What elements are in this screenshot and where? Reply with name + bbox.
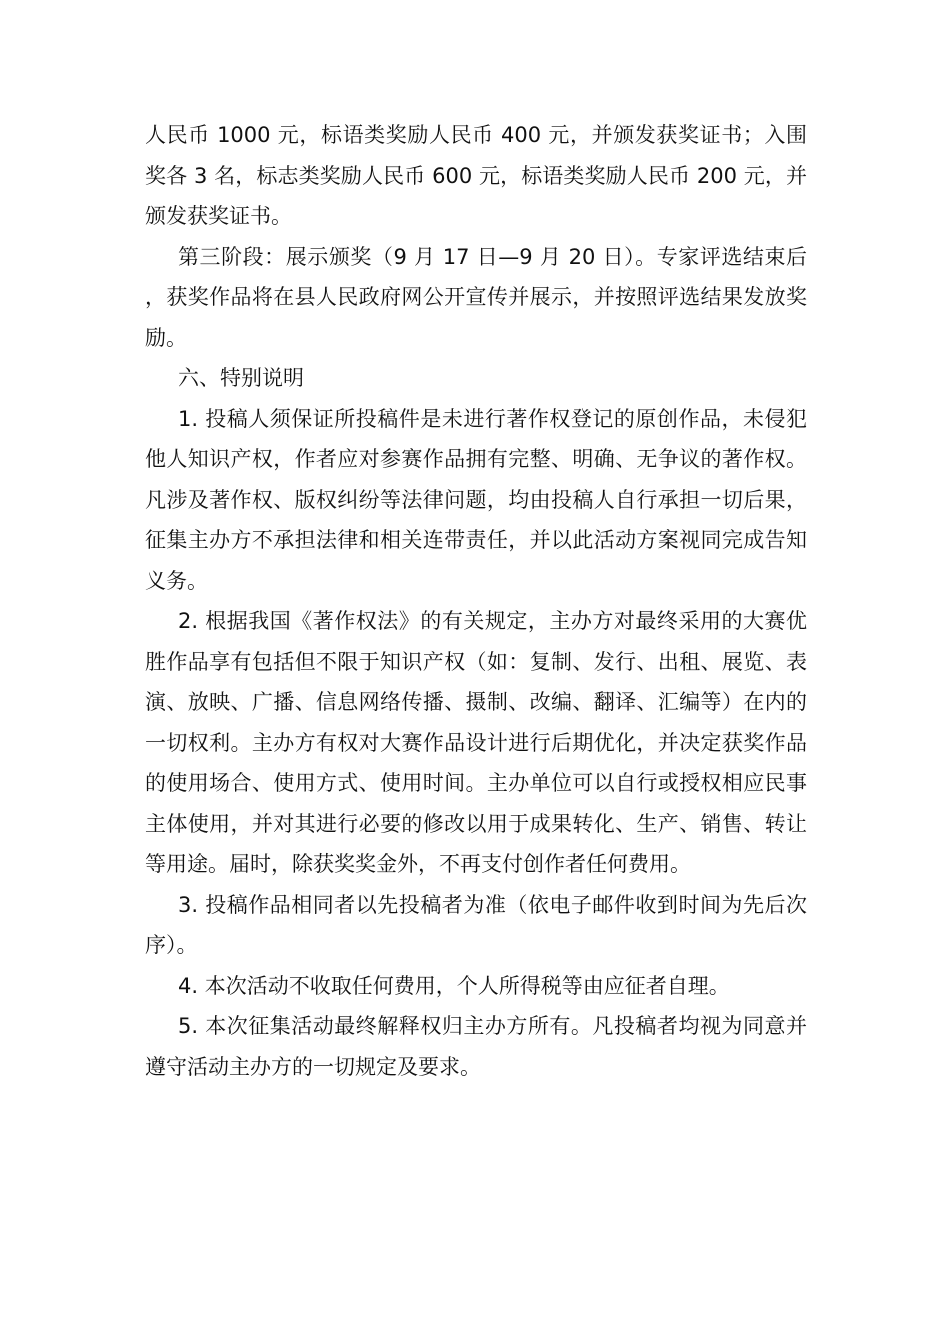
note-item-5: 5. 本次征集活动最终解释权归主办方所有。凡投稿者均视为同意并遵守活动主办方的一切规定及要求。: [145, 1014, 807, 1079]
paragraph-award-continuation: 人民币 1000 元，标语类奖励人民币 400 元，并颁发获奖证书；入围奖各 3 名，标志类奖励人民币 600 元，标语类奖励人民币 200 元，并颁发获奖证书。: [145, 123, 807, 228]
note-item-1: 1. 投稿人须保证所投稿件是未进行著作权登记的原创作品，未侵犯他人知识产权，作者应对参赛作品拥有完整、明确、无争议的著作权。凡涉及著作权、版权纠纷等法律问题，均由投稿人自行承担一切后果，征集主办方不承担法律和相关连带责任，并以此活动方案视同完成告知义务。: [145, 406, 807, 593]
paragraph-stage-three: 第三阶段：展示颁奖（9 月 17 日—9 月 20 日）。专家评选结束后，获奖作品将在县人民政府网公开宣传并展示，并按照评选结果发放奖励。: [145, 244, 807, 350]
document-body: [145, 115, 807, 1087]
note-item-3: 3. 投稿作品相同者以先投稿者为准（依电子邮件收到时间为先后次序）。: [145, 892, 807, 957]
note-item-4: 4. 本次活动不收取任何费用，个人所得税等由应征者自理。: [178, 973, 730, 998]
note-item-2: 2. 根据我国《著作权法》的有关规定，主办方对最终采用的大赛优胜作品享有包括但不限于知识产权（如：复制、发行、出租、展览、表演、放映、广播、信息网络传播、摄制、改编、翻译、汇编等）在内的一切权利。主办方有权对大赛作品设计进行后期优化，并决定获奖作品的使用场合、使用方式、使用时间。主办单位可以自行或授权相应民事主体使用，并对其进行必要的修改以用于成果转化、生产、销售、转让等用途。届时，除获奖奖金外，不再支付创作者任何费用。: [145, 609, 807, 876]
section-heading-special-notes: 六、特别说明: [178, 366, 304, 390]
